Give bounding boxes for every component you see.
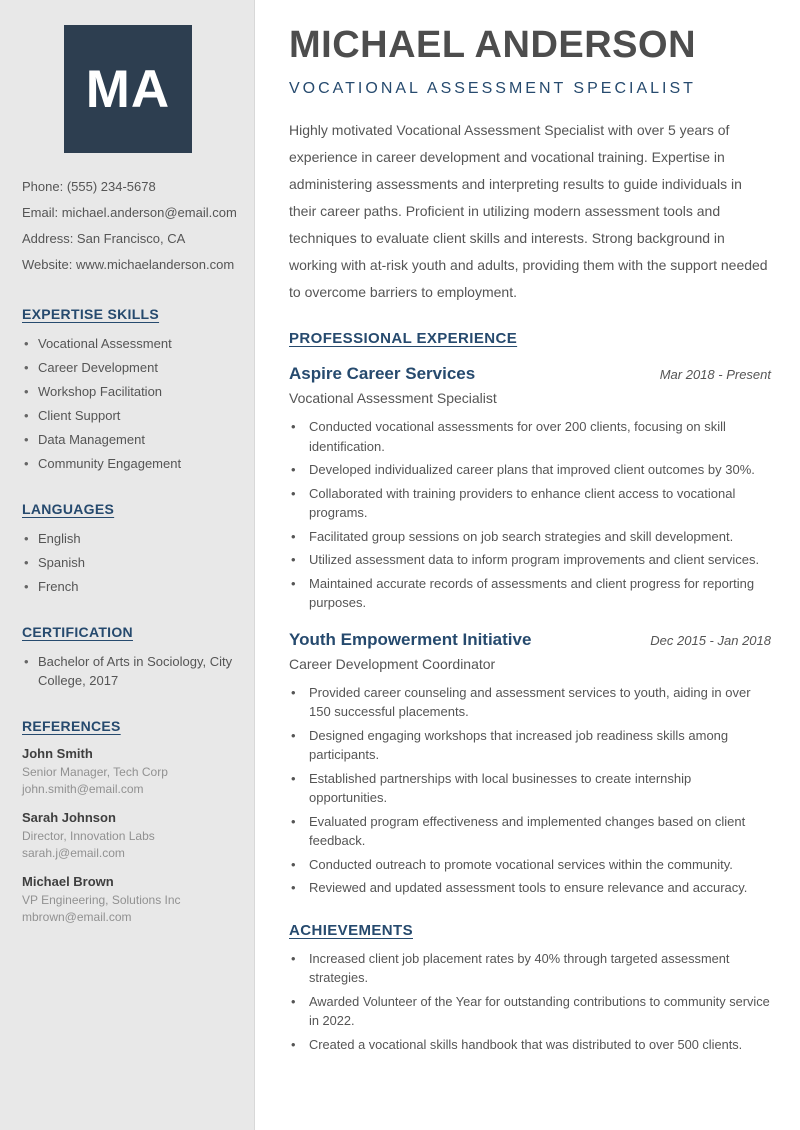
language-item: • English: [22, 529, 234, 548]
experience-bullet: • Conducted outreach to promote vocational services within the community.: [289, 855, 771, 875]
achievements-list: [289, 949, 771, 1055]
languages-list: [22, 529, 234, 596]
experience-bullet: • Utilized assessment data to inform program improvements and client services.: [289, 550, 771, 570]
summary-paragraph: Highly motivated Vocational Assessment Specialist with over 5 years of experience in career development and vocational training. Expertise in administering assessments and interpreting results to guide individuals in their career paths. Proficient in utilizing modern assessment tools and techniques to evaluate client skills and interests. Strong background in working with at-risk youth and adults, providing them with the support needed to overcome barriers to employment.: [289, 122, 768, 300]
job-dates: Mar 2018 - Present: [659, 367, 771, 382]
language-item: • French: [22, 577, 234, 596]
skill-item: • Vocational Assessment: [22, 334, 234, 353]
experience-bullet: • Established partnerships with local businesses to create internship opportunities.: [289, 769, 771, 808]
section-heading-achievements: ACHIEVEMENTS: [289, 921, 413, 939]
experience-bullet: • Provided career counseling and assessment services to youth, aiding in over 150 successful placements.: [289, 683, 771, 722]
monogram-badge: [64, 25, 192, 153]
job-role: Vocational Assessment Specialist: [289, 390, 497, 406]
job-dates: Dec 2015 - Jan 2018: [650, 632, 771, 648]
reference-name: Sarah Johnson: [22, 810, 116, 825]
skills-list: [22, 334, 234, 473]
reference-role: Director, Innovation Labs: [22, 829, 155, 843]
section-heading-experience: PROFESSIONAL EXPERIENCE: [289, 330, 518, 347]
contact-line: Website: www.michaelanderson.com: [22, 257, 235, 272]
skill-item: • Community Engagement: [22, 454, 234, 473]
contact-line: Email: michael.anderson@email.com: [22, 205, 237, 220]
experience-job-1: [289, 363, 771, 613]
reference-email: mbrown@email.com: [22, 910, 132, 924]
certification-item: • Bachelor of Arts in Sociology, City College, 2017: [22, 652, 234, 690]
skill-item: • Workshop Facilitation: [22, 382, 234, 401]
reference-email: sarah.j@email.com: [22, 846, 125, 860]
job-header: [289, 629, 771, 650]
company-name: Youth Empowerment Initiative: [289, 629, 532, 649]
contact-line: Phone: (555) 234-5678: [22, 179, 156, 194]
experience-bullet: • Conducted vocational assessments for over 200 clients, focusing on skill identification.: [289, 417, 771, 456]
experience-bullet: • Reviewed and updated assessment tools to ensure relevance and accuracy.: [289, 878, 771, 898]
skill-item: • Client Support: [22, 406, 234, 425]
achievement-bullet: • Increased client job placement rates by 40% through targeted assessment strategies.: [289, 949, 771, 988]
job-bullet-list: [289, 417, 771, 613]
sidebar-heading-certification: CERTIFICATION: [22, 624, 133, 640]
achievement-bullet: • Awarded Volunteer of the Year for outstanding contributions to community service in 2022.: [289, 992, 771, 1031]
experience-bullet: • Designed engaging workshops that increased job readiness skills among participants.: [289, 726, 771, 765]
sidebar: [0, 0, 255, 1130]
reference-item: [22, 808, 234, 862]
contact-info: [22, 174, 237, 278]
sidebar-heading-languages: LANGUAGES: [22, 501, 115, 517]
job-role: Career Development Coordinator: [289, 655, 496, 672]
language-item: • Spanish: [22, 553, 234, 572]
main-column: [255, 0, 800, 1130]
experience-bullet: • Evaluated program effectiveness and implemented changes based on client feedback.: [289, 812, 771, 851]
monogram-initials: MA: [85, 59, 171, 119]
reference-role: VP Engineering, Solutions Inc: [22, 893, 181, 907]
reference-name: Michael Brown: [22, 874, 114, 889]
reference-email: john.smith@email.com: [22, 782, 144, 796]
certification-list: [22, 652, 234, 690]
reference-role: Senior Manager, Tech Corp: [22, 765, 168, 779]
experience-bullet: • Maintained accurate records of assessments and client progress for reporting purposes.: [289, 574, 771, 613]
company-name: Aspire Career Services: [289, 364, 476, 383]
skill-item: • Career Development: [22, 358, 234, 377]
experience-bullet: • Collaborated with training providers to enhance client access to vocational programs.: [289, 484, 771, 523]
contact-line: Address: San Francisco, CA: [22, 231, 186, 246]
sidebar-heading-references: REFERENCES: [22, 718, 121, 734]
job-title-subtitle: VOCATIONAL ASSESSMENT SPECIALIST: [289, 80, 696, 97]
references-list: [22, 744, 234, 926]
reference-item: [22, 872, 234, 926]
experience-bullet: • Facilitated group sessions on job search strategies and skill development.: [289, 527, 771, 547]
reference-item: [22, 744, 234, 798]
reference-name: John Smith: [22, 746, 93, 761]
page-title: MICHAEL ANDERSON: [289, 24, 697, 66]
achievement-bullet: • Created a vocational skills handbook that was distributed to over 500 clients.: [289, 1035, 771, 1055]
experience-job-2: [289, 629, 771, 898]
experience-bullet: • Developed individualized career plans that improved client outcomes by 30%.: [289, 460, 771, 480]
skill-item: • Data Management: [22, 430, 234, 449]
job-bullet-list: [289, 683, 771, 898]
sidebar-heading-skills: EXPERTISE SKILLS: [22, 306, 160, 322]
job-header: [289, 363, 771, 384]
